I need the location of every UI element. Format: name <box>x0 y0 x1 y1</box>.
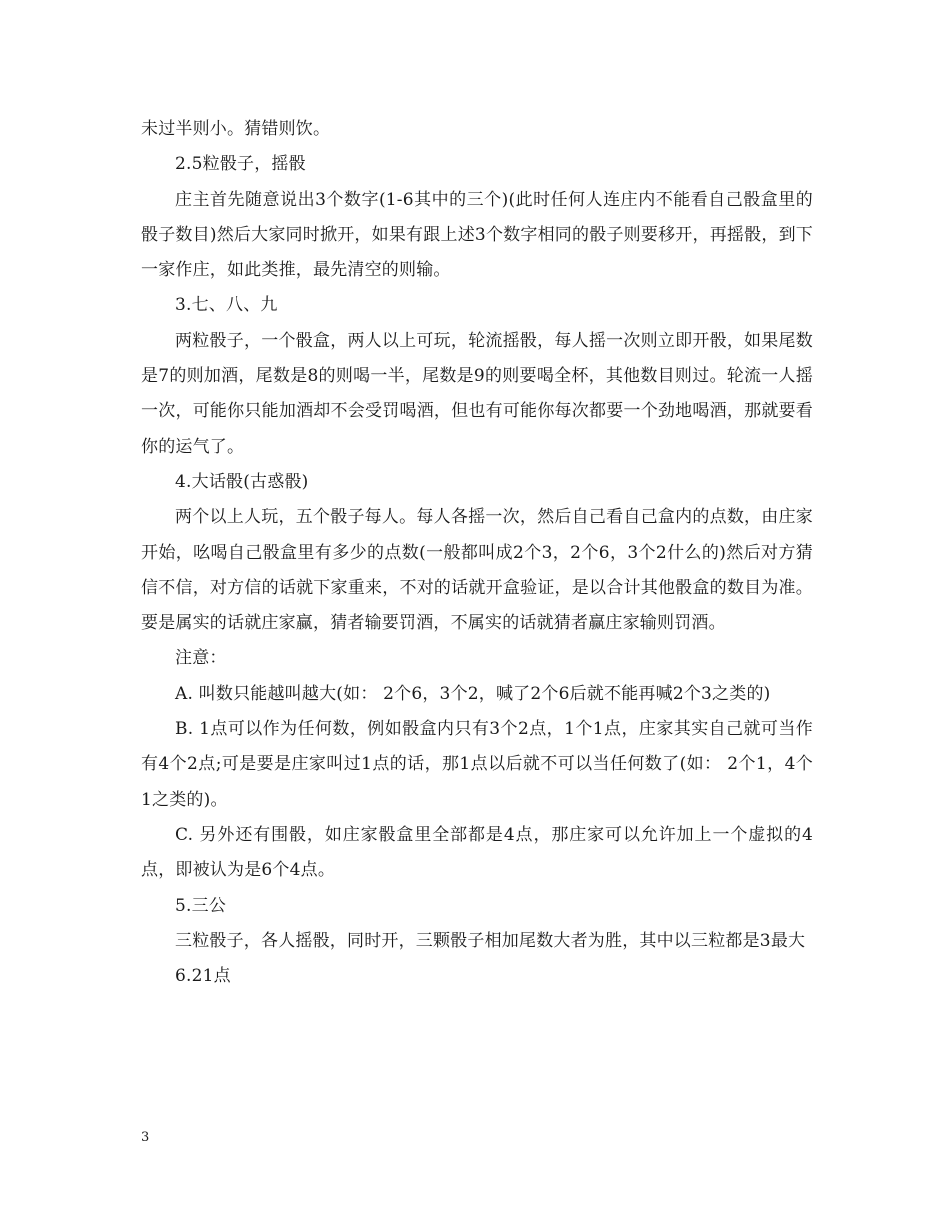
paragraph: 5.三公 <box>175 895 227 916</box>
paragraph: 注意： <box>175 648 227 669</box>
paragraph: 庄主首先随意说出3个数字(1-6其中的三个)(此时任何人连庄内不能看自己骰盒里的骰子数目)然后大家同时掀开，如果有跟上述3个数字相同的骰子则要移开，再摇骰，到下一家作庄，如此类推，最先清空的则输。 <box>141 189 813 281</box>
paragraph: A. 叫数只能越叫越大(如： 2个6，3个2，喊了2个6后就不能再喊2个3之类的) <box>175 683 771 704</box>
paragraph: C. 另外还有围骰，如庄家骰盒里全部都是4点，那庄家可以允许加上一个虚拟的4点，即被认为是6个4点。 <box>141 824 813 881</box>
paragraph: 2.5粒骰子，摇骰 <box>175 154 306 175</box>
page-number: 3 <box>141 1130 150 1145</box>
paragraph: B. 1点可以作为任何数，例如骰盒内只有3个2点，1个1点，庄家其实自己就可当作有4个2点;可是要是庄家叫过1点的话，那1点以后就不可以当任何数了(如： 2个1，4个1之类的)。 <box>141 719 813 810</box>
paragraph: 4.大话骰(古惑骰) <box>175 471 309 492</box>
paragraph: 6.21点 <box>175 966 231 987</box>
document-body <box>141 112 813 994</box>
paragraph: 三粒骰子，各人摇骰，同时开，三颗骰子相加尾数大者为胜，其中以三粒都是3最大 <box>175 930 806 951</box>
paragraph: 两个以上人玩，五个骰子每人。每人各摇一次，然后自己看自己盒内的点数，由庄家开始，吆喝自己骰盒里有多少的点数(一般都叫成2个3，2个6，3个2什么的)然后对方猜信不信，对方信的话就下家重来，不对的话就开盒验证，是以合计其他骰盒的数目为准。要是属实的话就庄家赢，猜者输要罚酒，不属实的话就猜者赢庄家输则罚酒。 <box>141 507 813 634</box>
paragraph: 未过半则小。猜错则饮。 <box>141 119 331 139</box>
paragraph: 两粒骰子，一个骰盒，两人以上可玩，轮流摇骰，每人摇一次则立即开骰，如果尾数是7的则加酒，尾数是8的则喝一半，尾数是9的则要喝全杯，其他数目则过。轮流一人摇一次，可能你只能加酒却不会受罚喝酒，但也有可能你每次都要一个劲地喝酒，那就要看你的运气了。 <box>141 330 813 457</box>
paragraph: 3.七、八、九 <box>175 295 278 316</box>
